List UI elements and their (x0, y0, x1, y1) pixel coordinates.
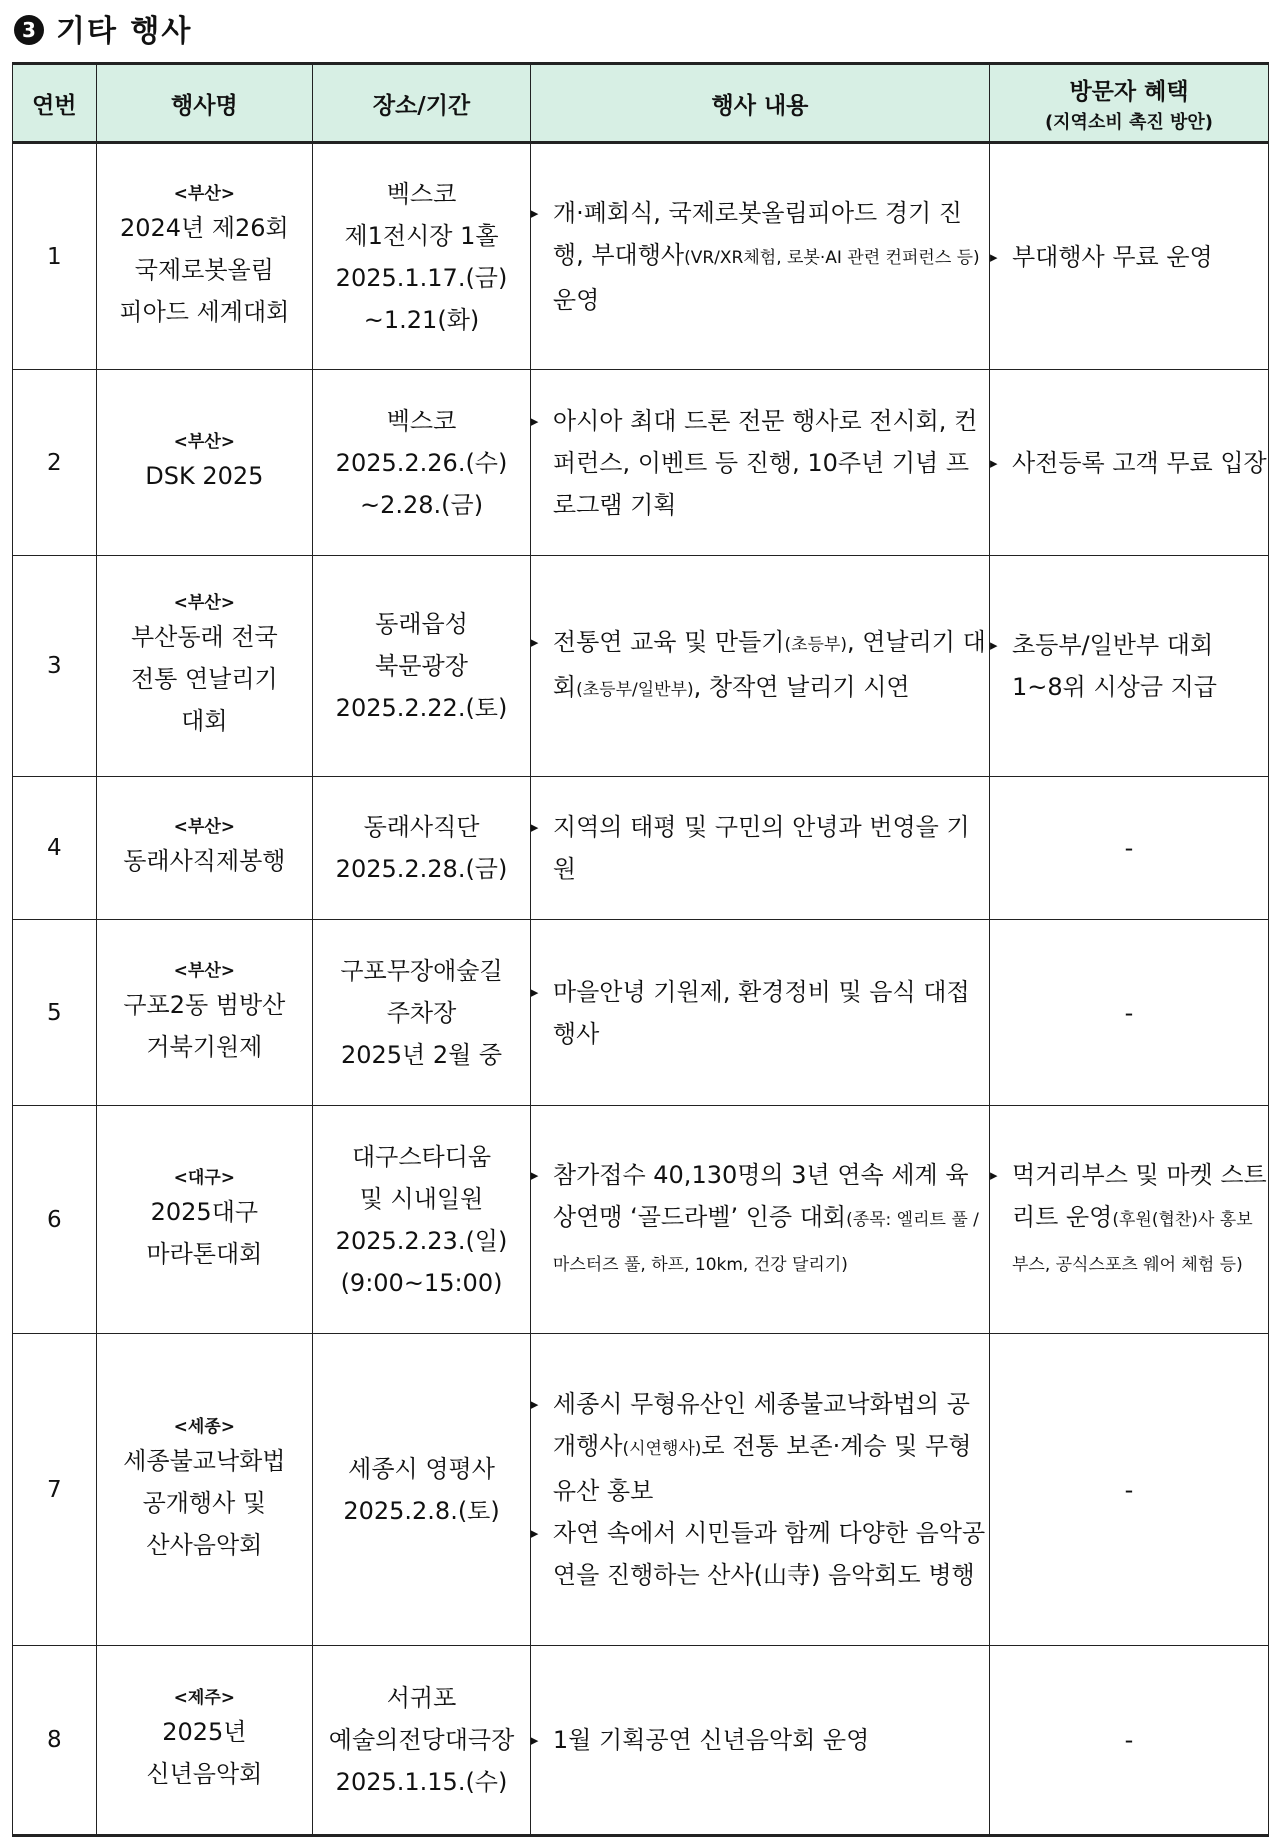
table-row (13, 1646, 1269, 1836)
event-name-line: 공개행사 및 (142, 1488, 267, 1517)
place-line: (9:00~15:00) (340, 1268, 503, 1297)
place-line: 2025.2.23.(일) (335, 1226, 508, 1255)
content-bullet: ▸ 참가접수 40,130명의 3년 연속 세계 육상연맹 ‘골드라벨’ 인증 대회(종목: 엘리트 풀 / 마스터즈 풀, 하프, 10km, 건강 달리기) (531, 1154, 989, 1286)
event-name-line: 부산동래 전국 (130, 623, 278, 651)
event-name-cell (96, 1646, 313, 1836)
row-no: 1 (13, 143, 97, 370)
table-row (13, 370, 1269, 556)
benefit-cell (989, 556, 1268, 777)
event-name-cell (96, 777, 313, 920)
place-line: 2025.2.8.(토) (343, 1496, 500, 1525)
place-line: 동래읍성 (375, 610, 468, 638)
place-line: 2025년 2월 중 (340, 1040, 503, 1069)
content-cell (530, 777, 989, 920)
row-no: 3 (13, 556, 97, 777)
event-name-line: 2024년 제26회 (119, 213, 289, 242)
row-no: 8 (13, 1646, 97, 1836)
table-row (13, 920, 1269, 1106)
event-name-cell (96, 556, 313, 777)
benefit-cell (989, 1106, 1268, 1334)
place-cell (313, 143, 531, 370)
content-bullet: ▸ 전통연 교육 및 만들기(초등부), 연날리기 대회(초등부/일반부), 창작연 날리기 시연 (531, 621, 989, 711)
header-benefit (989, 64, 1268, 143)
event-name-line: 대회 (181, 707, 228, 735)
table-row (13, 556, 1269, 777)
table-row (13, 1106, 1269, 1334)
table-header-row (13, 64, 1269, 143)
row-no: 7 (13, 1334, 97, 1646)
place-line: 북문광장 (375, 652, 468, 680)
benefit-cell: - (989, 1334, 1268, 1646)
place-line: 2025.2.22.(토) (335, 694, 508, 722)
content-bullet: ▸ 아시아 최대 드론 전문 행사로 전시회, 컨퍼런스, 이벤트 등 진행, 10주년 기념 프로그램 기획 (531, 400, 989, 526)
table-row (13, 777, 1269, 920)
content-bullet: ▸ 1월 기획공연 신년음악회 운영 (531, 1719, 989, 1761)
region-tag: <부산> (173, 960, 236, 981)
place-cell (313, 777, 531, 920)
region-tag: <부산> (173, 183, 236, 204)
event-name-line: 피아드 세계대회 (119, 297, 290, 326)
content-cell (530, 143, 989, 370)
place-line: 2025.2.28.(금) (335, 855, 508, 883)
benefit-cell: - (989, 777, 1268, 920)
place-cell (313, 1646, 531, 1836)
place-line: 2025.1.15.(수) (335, 1768, 508, 1796)
content-bullet: ▸ 자연 속에서 시민들과 함께 다양한 음악공연을 진행하는 산사(山寺) 음악회도 병행 (531, 1512, 989, 1596)
table-row (13, 143, 1269, 370)
table-row (13, 1334, 1269, 1646)
header-content: 행사 내용 (530, 64, 989, 143)
header-benefit-subtitle: (지역소비 촉진 방안) (1044, 111, 1214, 133)
header-benefit-title: 방문자 혜택 (1069, 78, 1189, 105)
place-line: 주차장 (386, 998, 457, 1027)
row-no: 2 (13, 370, 97, 556)
place-line: ~2.28.(금) (359, 490, 484, 519)
event-name-line: 산사음악회 (146, 1530, 263, 1559)
benefit-cell: - (989, 1646, 1268, 1836)
benefit-cell (989, 370, 1268, 556)
place-line: 벡스코 (386, 406, 457, 435)
event-name-line: 2025대구 (150, 1197, 259, 1226)
place-line: 예술의전당대극장 (328, 1726, 515, 1754)
content-bullet: ▸ 개·폐회식, 국제로봇올림피아드 경기 진행, 부대행사(VR/XR체험, 로봇·AI 관련 컨퍼런스 등) 운영 (531, 192, 989, 321)
place-cell (313, 920, 531, 1106)
events-table (12, 62, 1269, 1837)
place-line: 2025.1.17.(금) (335, 263, 508, 292)
content-bullet: ▸ 마을안녕 기원제, 환경정비 및 음식 대접행사 (531, 971, 989, 1055)
row-no: 5 (13, 920, 97, 1106)
place-line: 2025.2.26.(수) (335, 448, 508, 477)
event-name-cell (96, 1106, 313, 1334)
row-no: 4 (13, 777, 97, 920)
content-cell (530, 1334, 989, 1646)
place-line: 및 시내일원 (359, 1184, 484, 1213)
event-name-cell (96, 370, 313, 556)
event-name-line: 구포2동 범방산 (123, 990, 286, 1019)
content-cell (530, 1646, 989, 1836)
benefit-bullet: ▸ 초등부/일반부 대회 1~8위 시상금 지급 (990, 624, 1268, 708)
place-line: 벡스코 (386, 179, 457, 208)
event-name-line: 신년음악회 (146, 1760, 263, 1788)
content-cell (530, 556, 989, 777)
section-title: 기타 행사 (56, 14, 193, 49)
header-name: 행사명 (96, 64, 313, 143)
benefit-bullet: ▸ 부대행사 무료 운영 (990, 236, 1268, 278)
event-name-cell (96, 143, 313, 370)
content-bullet: ▸ 지역의 태평 및 구민의 안녕과 번영을 기원 (531, 806, 989, 890)
region-tag: <부산> (173, 593, 236, 613)
region-tag: <부산> (173, 431, 236, 452)
place-line: 서귀포 (386, 1684, 457, 1712)
event-name-line: 2025년 (162, 1718, 247, 1746)
event-name-line: 국제로봇올림 (134, 255, 274, 284)
place-line: 세종시 영평사 (348, 1454, 495, 1483)
content-cell (530, 1106, 989, 1334)
place-line: 제1전시장 1홀 (344, 221, 499, 250)
event-name-line: 세종불교낙화법 (123, 1446, 286, 1475)
benefit-bullet: ▸ 먹거리부스 및 마켓 스트리트 운영(후원(협찬)사 홍보부스, 공식스포츠 웨어 체험 등) (990, 1154, 1268, 1286)
content-bullet: ▸ 세종시 무형유산인 세종불교낙화법의 공개행사(시연행사)로 전통 보존·계승 및 무형유산 홍보 (531, 1383, 989, 1512)
section-number-badge: 3 (14, 15, 44, 45)
content-cell (530, 370, 989, 556)
place-line: ~1.21(화) (363, 305, 480, 334)
header-no: 연번 (13, 64, 97, 143)
event-name-line: 거북기원제 (146, 1032, 263, 1061)
benefit-cell: - (989, 920, 1268, 1106)
header-place: 장소/기간 (313, 64, 531, 143)
place-cell (313, 1106, 531, 1334)
event-name-line: 마라톤대회 (146, 1239, 263, 1268)
event-name-line: DSK 2025 (145, 461, 264, 490)
place-cell (313, 1334, 531, 1646)
region-tag: <세종> (173, 1416, 236, 1437)
row-no: 6 (13, 1106, 97, 1334)
event-name-cell (96, 920, 313, 1106)
place-line: 동래사직단 (363, 813, 480, 841)
place-line: 대구스타디움 (351, 1142, 492, 1171)
place-line: 구포무장애숲길 (340, 956, 503, 985)
benefit-cell (989, 143, 1268, 370)
region-tag: <대구> (173, 1167, 236, 1188)
content-cell (530, 920, 989, 1106)
region-tag: <제주> (173, 1688, 236, 1708)
event-name-line: 동래사직제봉행 (123, 847, 286, 875)
benefit-bullet: ▸ 사전등록 고객 무료 입장 (990, 442, 1268, 484)
event-name-line: 전통 연날리기 (130, 665, 278, 693)
region-tag: <부산> (173, 817, 236, 837)
event-name-cell (96, 1334, 313, 1646)
place-cell (313, 556, 531, 777)
section-heading (14, 6, 192, 50)
place-cell (313, 370, 531, 556)
